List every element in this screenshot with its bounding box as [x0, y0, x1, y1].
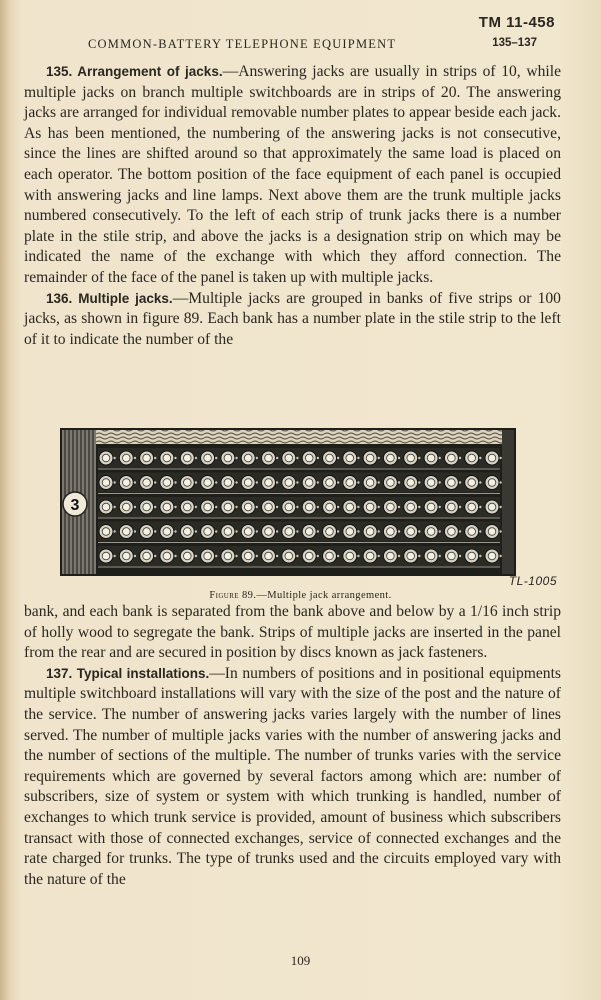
jack-socket	[346, 552, 354, 560]
jack-socket	[204, 528, 212, 536]
jack-socket	[488, 479, 496, 487]
jack-socket	[102, 454, 110, 462]
jack-fastener	[174, 506, 176, 508]
paragraph-136	[24, 289, 561, 351]
jack-socket	[143, 454, 151, 462]
jack-fastener	[378, 481, 380, 483]
jack-fastener	[235, 555, 237, 557]
paragraph-137	[24, 664, 561, 891]
jack-fastener	[195, 555, 197, 557]
jack-socket	[204, 454, 212, 462]
jack-socket	[407, 552, 415, 560]
jack-fastener	[134, 555, 136, 557]
jack-socket	[468, 454, 476, 462]
jack-socket	[184, 503, 192, 511]
jack-socket	[163, 552, 171, 560]
jack-socket	[224, 479, 232, 487]
figure-caption	[0, 590, 601, 601]
jack-socket	[346, 528, 354, 536]
jack-fastener	[439, 457, 441, 459]
jack-socket	[102, 479, 110, 487]
jack-socket	[204, 552, 212, 560]
jack-socket	[305, 528, 313, 536]
tm-number: TM 11-458	[478, 14, 555, 31]
jack-socket	[326, 552, 334, 560]
jack-socket	[285, 552, 293, 560]
jack-fastener	[296, 530, 298, 532]
jack-socket	[427, 528, 435, 536]
jack-socket	[366, 552, 374, 560]
jack-fastener	[337, 457, 339, 459]
jack-fastener	[276, 555, 278, 557]
paragraph-136-body: —Multiple jacks are grouped in banks of five strips or 100 jacks, as shown in figure 89. Each bank has a number plate in the stile strip to the left of it to indicate the number of the	[24, 289, 561, 348]
jack-fastener	[499, 506, 501, 508]
jack-socket	[285, 528, 293, 536]
jack-socket	[163, 503, 171, 511]
jack-fastener	[113, 457, 115, 459]
jack-fastener	[113, 530, 115, 532]
jack-socket	[184, 552, 192, 560]
jack-socket	[123, 479, 131, 487]
jack-socket	[448, 552, 456, 560]
figure-tag: TL-1005	[508, 574, 557, 588]
jack-fastener	[317, 530, 319, 532]
jack-fastener	[256, 481, 258, 483]
jack-socket	[488, 503, 496, 511]
jack-fastener	[337, 555, 339, 557]
jack-fastener	[256, 506, 258, 508]
jack-socket	[204, 479, 212, 487]
jack-fastener	[499, 530, 501, 532]
jack-fastener	[296, 481, 298, 483]
jack-fastener	[134, 530, 136, 532]
jack-fastener	[134, 457, 136, 459]
section-heading-135: 135. Arrangement of jacks.	[46, 64, 223, 79]
jack-fastener	[398, 506, 400, 508]
jack-socket	[488, 454, 496, 462]
jack-socket	[366, 479, 374, 487]
section-heading-137: 137. Typical installations.	[46, 665, 210, 681]
jack-socket	[123, 528, 131, 536]
jack-fastener	[113, 555, 115, 557]
jack-fastener	[174, 481, 176, 483]
jack-socket	[224, 552, 232, 560]
jack-fastener	[154, 481, 156, 483]
jack-socket	[407, 479, 415, 487]
jack-fastener	[256, 457, 258, 459]
jack-fastener	[195, 457, 197, 459]
jack-fastener	[479, 530, 481, 532]
jack-socket	[346, 454, 354, 462]
jack-fastener	[378, 555, 380, 557]
jack-socket	[427, 454, 435, 462]
jack-fastener	[296, 506, 298, 508]
jack-socket	[346, 479, 354, 487]
jack-fastener	[215, 481, 217, 483]
jack-fastener	[276, 457, 278, 459]
jack-socket	[123, 552, 131, 560]
jack-fastener	[174, 555, 176, 557]
jack-fastener	[276, 481, 278, 483]
jack-fastener	[256, 530, 258, 532]
jack-fastener	[296, 555, 298, 557]
jack-socket	[488, 528, 496, 536]
jack-socket	[224, 528, 232, 536]
jack-fastener	[235, 481, 237, 483]
jack-socket	[244, 503, 252, 511]
jack-fastener	[398, 530, 400, 532]
jack-fastener	[357, 555, 359, 557]
jack-fastener	[418, 555, 420, 557]
jack-fastener	[418, 530, 420, 532]
jack-fastener	[235, 506, 237, 508]
jack-fastener	[317, 457, 319, 459]
text-block-lower	[24, 602, 561, 890]
jack-fastener	[296, 457, 298, 459]
jack-fastener	[357, 457, 359, 459]
jack-fastener	[337, 530, 339, 532]
jack-socket	[265, 479, 273, 487]
jack-fastener	[215, 457, 217, 459]
jack-fastener	[195, 530, 197, 532]
jack-socket	[305, 479, 313, 487]
jack-socket	[184, 454, 192, 462]
paragraph-135-body: —Answering jacks are usually in strips of 10, while multiple jacks on branch multiple switchboards are in strips of 20. The answering jacks are arranged for individual removable number plates to appear beside each jack. As has been mentioned, the numbering of the answering jacks is not consecutive, since the lines are shifted around so that approximately the same load is placed on each operator. The bottom position of the face equipment of each panel is occupied with answering jacks and line lamps. Next above them are the trunk multiple jacks numbered consecutively. To the left of each strip of trunk jacks there is a number plate in the stile strip, and above the jacks is a designation strip on which may be indicated the name of the exchange with which they afford connection. The remainder of the face of the panel is taken up with multiple jacks.	[24, 63, 561, 286]
jack-socket	[366, 454, 374, 462]
text-block-upper	[24, 62, 561, 350]
jack-socket	[244, 479, 252, 487]
jack-socket	[366, 528, 374, 536]
jack-fastener	[317, 481, 319, 483]
jack-fastener	[439, 481, 441, 483]
jack-socket	[305, 552, 313, 560]
paragraph-range: 135–137	[492, 37, 537, 49]
jack-fastener	[317, 555, 319, 557]
jack-fastener	[479, 481, 481, 483]
jack-socket	[387, 552, 395, 560]
jack-socket	[326, 503, 334, 511]
jack-fastener	[134, 481, 136, 483]
jack-fastener	[235, 457, 237, 459]
panel-right-edge	[502, 430, 514, 574]
jack-fastener	[154, 457, 156, 459]
jack-fastener	[174, 530, 176, 532]
jack-fastener	[378, 457, 380, 459]
jack-socket	[285, 503, 293, 511]
jack-socket	[123, 454, 131, 462]
jack-fastener	[499, 457, 501, 459]
jack-socket	[163, 479, 171, 487]
jack-fastener	[378, 530, 380, 532]
jack-socket	[265, 503, 273, 511]
jack-socket	[488, 552, 496, 560]
section-heading-136: 136. Multiple jacks.	[46, 290, 173, 306]
jack-fastener	[418, 481, 420, 483]
jack-socket	[184, 528, 192, 536]
jack-fastener	[357, 530, 359, 532]
jack-socket	[407, 454, 415, 462]
jack-bank	[98, 448, 502, 567]
jack-socket	[265, 552, 273, 560]
jack-socket	[448, 479, 456, 487]
jack-socket	[265, 528, 273, 536]
jack-fastener	[459, 457, 461, 459]
jack-fastener	[276, 506, 278, 508]
jack-socket	[204, 503, 212, 511]
jack-fastener	[398, 457, 400, 459]
jack-fastener	[276, 530, 278, 532]
jack-socket	[163, 454, 171, 462]
jack-fastener	[439, 506, 441, 508]
jack-fastener	[174, 457, 176, 459]
jack-fastener	[317, 506, 319, 508]
jack-socket	[163, 528, 171, 536]
jack-fastener	[499, 481, 501, 483]
jack-fastener	[357, 481, 359, 483]
jack-fastener	[154, 530, 156, 532]
jack-fastener	[459, 481, 461, 483]
jack-socket	[366, 503, 374, 511]
jack-fastener	[479, 506, 481, 508]
jack-socket	[305, 454, 313, 462]
jack-socket	[387, 479, 395, 487]
jack-fastener	[459, 530, 461, 532]
jack-fastener	[195, 506, 197, 508]
jack-fastener	[154, 506, 156, 508]
jack-fastener	[134, 506, 136, 508]
jack-fastener	[235, 530, 237, 532]
jack-fastener	[154, 555, 156, 557]
figure-caption-text: —Multiple jack arrangement.	[256, 590, 392, 601]
figure-89-jack-panel	[60, 428, 516, 576]
jack-fastener	[459, 555, 461, 557]
jack-fastener	[499, 555, 501, 557]
jack-socket	[143, 552, 151, 560]
running-title: COMMON-BATTERY TELEPHONE EQUIPMENT	[88, 37, 397, 51]
paragraph-136-continued: bank, and each bank is separated from the bank above and below by a 1/16 inch strip of holly wood to segregate the bank. Strips of multiple jacks are inserted in the panel from the rear and are secured in position by discs known as jack fasteners.	[24, 603, 561, 662]
jack-fastener	[439, 555, 441, 557]
jack-fastener	[195, 481, 197, 483]
jack-socket	[468, 503, 476, 511]
jack-fastener	[215, 530, 217, 532]
jack-fastener	[337, 481, 339, 483]
jack-socket	[102, 552, 110, 560]
jack-fastener	[459, 506, 461, 508]
jack-socket	[387, 503, 395, 511]
jack-socket	[326, 454, 334, 462]
jack-socket	[468, 528, 476, 536]
jack-socket	[143, 503, 151, 511]
jack-socket	[184, 479, 192, 487]
jack-socket	[407, 503, 415, 511]
jack-panel-illustration	[60, 428, 516, 576]
jack-fastener	[113, 481, 115, 483]
jack-socket	[326, 528, 334, 536]
jack-socket	[224, 503, 232, 511]
jack-socket	[244, 552, 252, 560]
jack-fastener	[418, 457, 420, 459]
jack-socket	[387, 528, 395, 536]
jack-socket	[102, 528, 110, 536]
jack-socket	[468, 479, 476, 487]
jack-fastener	[418, 506, 420, 508]
jack-socket	[387, 454, 395, 462]
jack-socket	[305, 503, 313, 511]
jack-socket	[244, 454, 252, 462]
paragraph-137-body: —In numbers of positions and in positional equipments multiple switchboard installations will vary with the size of the post and the nature of the service. The number of answering jacks varies largely with the number of lines served. The number of multiple jacks varies with the number of answering jacks and the number of sections of the multiple. The number of trunks varies with the service requirements which are governed by several factors among which are: number of subscribers, size of system or system with which trunking is handled, number of exchanges to which trunk service is provided, amount of business which subscribers transact with those of connected exchanges, service of connected exchanges and the rate charged for trunks. The type of trunks used and the circuits employed vary with the nature of the	[24, 664, 561, 888]
jack-fastener	[215, 555, 217, 557]
jack-socket	[224, 454, 232, 462]
page-number: 109	[290, 953, 311, 968]
jack-fastener	[479, 555, 481, 557]
jack-socket	[285, 479, 293, 487]
jack-socket	[427, 479, 435, 487]
jack-fastener	[398, 555, 400, 557]
jack-socket	[326, 479, 334, 487]
jack-fastener	[256, 555, 258, 557]
jack-socket	[448, 503, 456, 511]
page-header	[0, 10, 601, 54]
holly-wood-strip	[96, 430, 502, 444]
jack-fastener	[337, 506, 339, 508]
jack-socket	[102, 503, 110, 511]
jack-fastener	[378, 506, 380, 508]
jack-socket	[448, 454, 456, 462]
jack-socket	[407, 528, 415, 536]
jack-socket	[448, 528, 456, 536]
jack-socket	[285, 454, 293, 462]
jack-fastener	[398, 481, 400, 483]
bank-number: 3	[70, 497, 80, 514]
jack-socket	[123, 503, 131, 511]
jack-fastener	[479, 457, 481, 459]
paragraph-135	[24, 62, 561, 289]
jack-fastener	[215, 506, 217, 508]
figure-caption-label: Figure 89.	[209, 590, 257, 601]
jack-socket	[265, 454, 273, 462]
jack-socket	[143, 479, 151, 487]
jack-fastener	[439, 530, 441, 532]
jack-socket	[244, 528, 252, 536]
jack-socket	[427, 503, 435, 511]
jack-fastener	[113, 506, 115, 508]
jack-socket	[427, 552, 435, 560]
jack-fastener	[357, 506, 359, 508]
jack-socket	[143, 528, 151, 536]
jack-socket	[346, 503, 354, 511]
jack-socket	[468, 552, 476, 560]
